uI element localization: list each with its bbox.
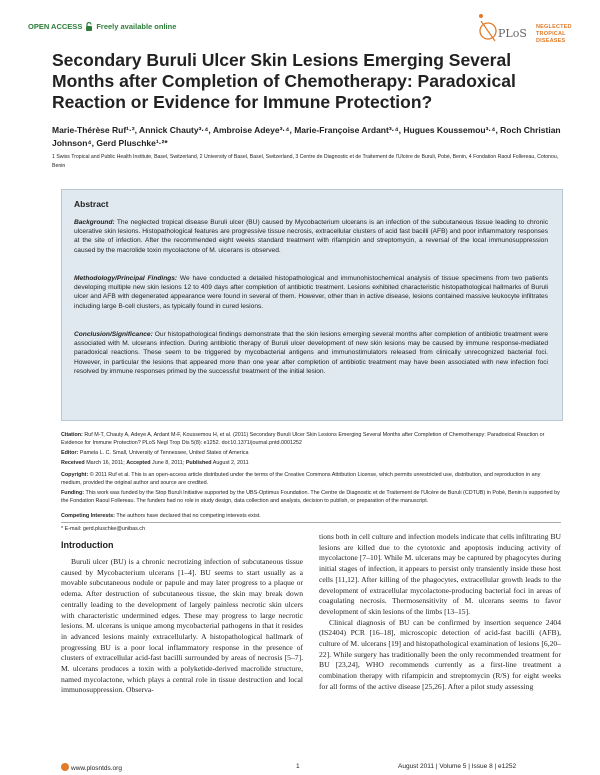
- paragraph: Buruli ulcer (BU) is a chronic necrotizing infection of subcutaneous tissue caused by Mycobacterium ulcerans [1–4]. BU seems to start usually as a movable subcutaneous nodule or papule and may later progress to a plaque or edema. After destruction of subcutaneous tissue, the skin may break down centrally leading to the development of largely painless necrotic skin ulcers with characteristic undermined edges. These may progress to large necrotic lesions. M. ulcerans is unique among mycobacterial pathogens in that it resides in advanced lesions mainly extracellularly. A histopathological hallmark of progressing BU is a poor local inflammatory response in the presence of clusters of extracellular acid-fast bacilli surrounded by areas of necrosis [5–7]. M. ulcerans produces a toxin with a polyketide-derived macrolide structure, named mycolactone, which plays a central role in tissue destruction and local immunosuppression. Observa-: [61, 557, 303, 695]
- corresponding-email[interactable]: * E-mail: gerd.pluschke@unibas.ch: [61, 526, 145, 532]
- open-access-banner: [28, 22, 176, 31]
- page-number: 1: [296, 763, 300, 770]
- author-list: Marie-Thérèse Ruf¹·², Annick Chauty³·⁴, Ambroise Adeye³·⁴, Marie-Françoise Ardant³·⁴, Hugues Koussemou³·⁴, Roch Christian Johnson⁴, Gerd Pluschke¹·²*: [52, 125, 561, 148]
- globe-icon: [61, 763, 69, 771]
- abstract-background: Background: The neglected tropical disease Buruli ulcer (BU) caused by Mycobacterium ulcerans is an infection of the subcutaneous tissue leading to chronic ulcerative skin lesions. Histopathological features are progressive tissue necrosis, extracellular clusters of acid fast bacilli (AFB) and poor inflammatory responses at the site of infection. After the recommended eight weeks standard treatment with rifampicin and streptomycin, a reversal of the local immunosuppression caused by the macrolide toxin mycolactone of M. ulcerans is observed.: [74, 219, 548, 254]
- divider: [61, 522, 561, 523]
- paragraph: tions both in cell culture and infection models indicate that cells infiltrating BU lesions are killed due to the cytotoxic and apoptosis inducing activity of mycolactone [7–10]. While M. ulcerans may be captured by phagocytes during initial stages of infection, it appears to persist only transiently inside these host cells [11,12]. After killing of the phagocytes, extracellular growth leads to the development of extracellular mycolactone-producing bacterial foci in areas of coagulating necrosis. Thermosensitivity of M. ulcerans seems to favor development of skin lesions of the limbs [13–15].: [319, 532, 561, 616]
- copyright: Copyright: © 2011 Ruf et al. This is an open-access article distributed under the terms of the Creative Commons Attribution License, which permits unrestricted use, distribution, and reproduction in any medium, provided the original author and source are credited.: [61, 472, 541, 486]
- body-column-right: [319, 532, 561, 693]
- funding: Funding: This work was funded by the Stop Buruli Initiative supported by the UBS-Optimus Foundation. The Centre de Diagnostic et de Traitement de l'Ulcère de Buruli (CDTUB) in Pobè, Benin is supported by the Fondation Raoul Follereau. The funders had no role in study design, data collection and analysis, decision to publish, or preparation of the manuscript.: [61, 490, 560, 504]
- freely-available-label: Freely available online: [96, 22, 177, 31]
- abstract-heading: Abstract: [74, 199, 109, 209]
- abstract-methods: Methodology/Principal Findings: We have conducted a detailed histopathological and immunohistochemical analysis of tissue specimens from two patients developing multiple new skin lesions 12 to 409 days after completion of antibiotic treatment. Lesions exhibited characteristic histopathological hallmarks of Buruli ulcer and AFB with degenerated appearance were found in several of them. However, other than in active disease, lesions contained massive leukocyte infiltrates including large B-cell clusters, as typically found in cured lesions.: [74, 275, 548, 310]
- editor: Editor: Pamela L. C. Small, University of Tennessee, United States of America: [61, 450, 249, 456]
- body-column-left: [61, 557, 303, 696]
- paragraph: Clinical diagnosis of BU can be confirmed by insertion sequence 2404 (IS2404) PCR [16–18], microscopic detection of acid-fast bacilli (AFB), culture of M. ulcerans [19] and histopathological examination of lesions [6,20–22]. While surgery has traditionally been the only recommended treatment for BU [23,24], WHO recommends currently as a first-line treatment a combination therapy with rifampicin and streptomycin (R/S) for eight weeks for all forms of the active disease [25,26]. After a pilot study assessing: [319, 617, 561, 691]
- affiliations: 1 Swiss Tropical and Public Health Institute, Basel, Switzerland, 2 University of Basel, Basel, Switzerland, 3 Centre de Diagnostic et de Traitement de l'Ulcère de Buruli, Pobè, Benin, 4 Fondation Raoul Follereau, Cotonou, Benin: [52, 154, 559, 169]
- open-access-label: OPEN ACCESS: [28, 22, 83, 31]
- abstract-box: [61, 189, 563, 421]
- journal-logo-subtitle: NEGLECTED TROPICAL DISEASES: [536, 24, 572, 44]
- journal-website-link[interactable]: www.plosntds.org: [61, 763, 122, 772]
- plos-logo-word: PLoS: [498, 27, 527, 40]
- issue-info: August 2011 | Volume 5 | Issue 8 | e1252: [398, 763, 517, 770]
- section-heading-introduction: Introduction: [61, 540, 114, 550]
- abstract-conclusion: Conclusion/Significance: Our histopathological findings demonstrate that the skin lesions emerging several months after completion of antibiotic treatment were associated with M. ulcerans infection. During antibiotic therapy of Buruli ulcer development of new skin lesions may be caused by immune response-mediated paradoxical reactions. These seem to be triggered by mycobacterial antigens and immunostimulators released from clinically unrecognized bacterial foci. However, in particular the lesions that appeared more than one year after completion of antibiotic treatment may have been associated with new infection foci resolved by immune responses primed by the successful treatment of the initial lesion.: [74, 331, 548, 375]
- citation: Citation: Ruf M-T, Chauty A, Adeye A, Ardant M-F, Koussemou H, et al. (2011) Secondary Buruli Ulcer Skin Lesions Emerging Several Months after Completion of Chemotherapy: Paradoxical Reaction or Evidence for Immune Protection? PLoS Negl Trop Dis 5(8): e1252. doi:10.1371/journal.pntd.0001252: [61, 432, 545, 446]
- open-lock-icon: [85, 22, 93, 31]
- dates: Received March 16, 2011; Accepted June 8, 2011; Published August 2, 2011: [61, 460, 249, 466]
- article-title: Secondary Buruli Ulcer Skin Lesions Emerging Several Months after Completion of Chemotherapy: Paradoxical Reaction or Evidence for Immune Protection?: [52, 50, 516, 112]
- competing-interests: Competing Interests: The authors have declared that no competing interests exist.: [61, 513, 261, 519]
- plos-globe-icon: [478, 12, 498, 42]
- journal-logo: [478, 10, 574, 46]
